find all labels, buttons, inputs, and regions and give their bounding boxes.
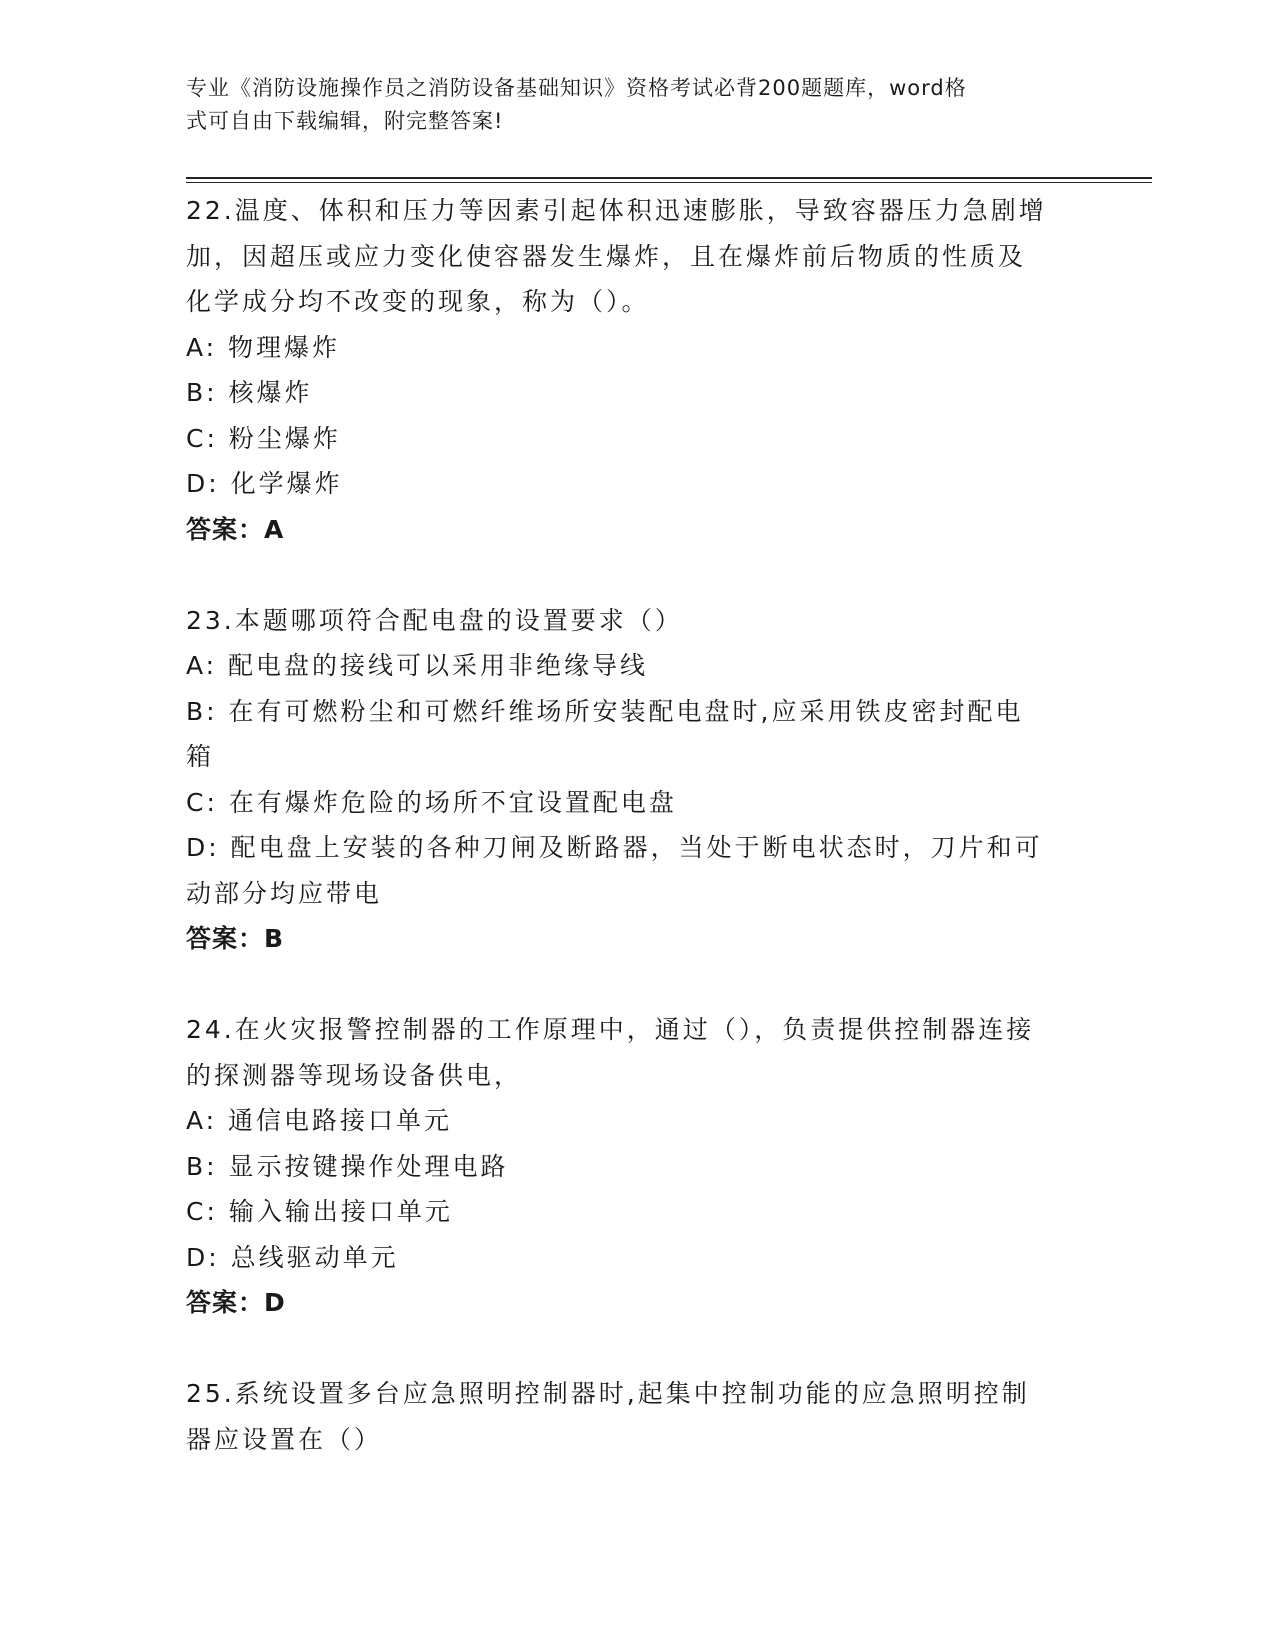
question-text-line: 的探测器等现场设备供电， — [186, 1060, 523, 1090]
question-text-line: 24.在火灾报警控制器的工作原理中，通过（），负责提供控制器连接 — [186, 1015, 1035, 1044]
answer-label: 答案：B — [186, 924, 285, 953]
option-a: A: 物理爆炸 — [186, 332, 341, 362]
spacer — [186, 552, 1086, 598]
answer-label: 答案：D — [186, 1288, 286, 1317]
question-text-line: 22.温度、体积和压力等因素引起体积迅速膨胀，导致容器压力急剧增 — [186, 196, 1047, 225]
option-b: B: 核爆炸 — [186, 378, 313, 407]
option-d: D: 总线驱动单元 — [186, 1242, 399, 1272]
option-c: C: 粉尘爆炸 — [186, 423, 341, 453]
document-header — [186, 72, 1066, 138]
option-b: B: 显示按键操作处理电路 — [186, 1151, 509, 1181]
question-text-line: 23.本题哪项符合配电盘的设置要求（） — [186, 605, 683, 635]
question-block — [186, 1371, 1086, 1462]
option-b: B: 在有可燃粉尘和可燃纤维场所安装配电盘时,应采用铁皮密封配电 — [186, 696, 1024, 726]
question-list — [186, 188, 1086, 1462]
question-text-line: 加，因超压或应力变化使容器发生爆炸，且在爆炸前后物质的性质及 — [186, 241, 1027, 271]
option-c: C: 输入输出接口单元 — [186, 1197, 453, 1226]
header-line-2: 式可自由下载编辑，附完整答案! — [186, 109, 504, 133]
option-d: D: 配电盘上安装的各种刀闸及断路器，当处于断电状态时，刀片和可 — [186, 833, 1043, 862]
question-block — [186, 188, 1086, 552]
spacer — [186, 962, 1086, 1008]
option-c: C: 在有爆炸危险的场所不宜设置配电盘 — [186, 787, 677, 817]
option-a: A: 通信电路接口单元 — [186, 1106, 453, 1135]
header-divider-thick — [186, 177, 1152, 179]
question-text-line: 25.系统设置多台应急照明控制器时,起集中控制功能的应急照明控制 — [186, 1379, 1030, 1408]
option-b-continued: 箱 — [186, 742, 215, 771]
answer-label: 答案：A — [186, 514, 285, 544]
question-block — [186, 1007, 1086, 1326]
question-text-line: 器应设置在（） — [186, 1424, 383, 1454]
header-line-1: 专业《消防设施操作员之消防设备基础知识》资格考试必背200题题库，word格 — [186, 76, 967, 100]
spacer — [186, 1326, 1086, 1372]
option-a: A: 配电盘的接线可以采用非绝缘导线 — [186, 651, 649, 680]
question-block — [186, 598, 1086, 962]
option-d-continued: 动部分均应带电 — [186, 878, 383, 908]
question-text-line: 化学成分均不改变的现象，称为（）。 — [186, 287, 650, 316]
header-divider-thin — [186, 182, 1152, 183]
option-d: D: 化学爆炸 — [186, 469, 343, 498]
